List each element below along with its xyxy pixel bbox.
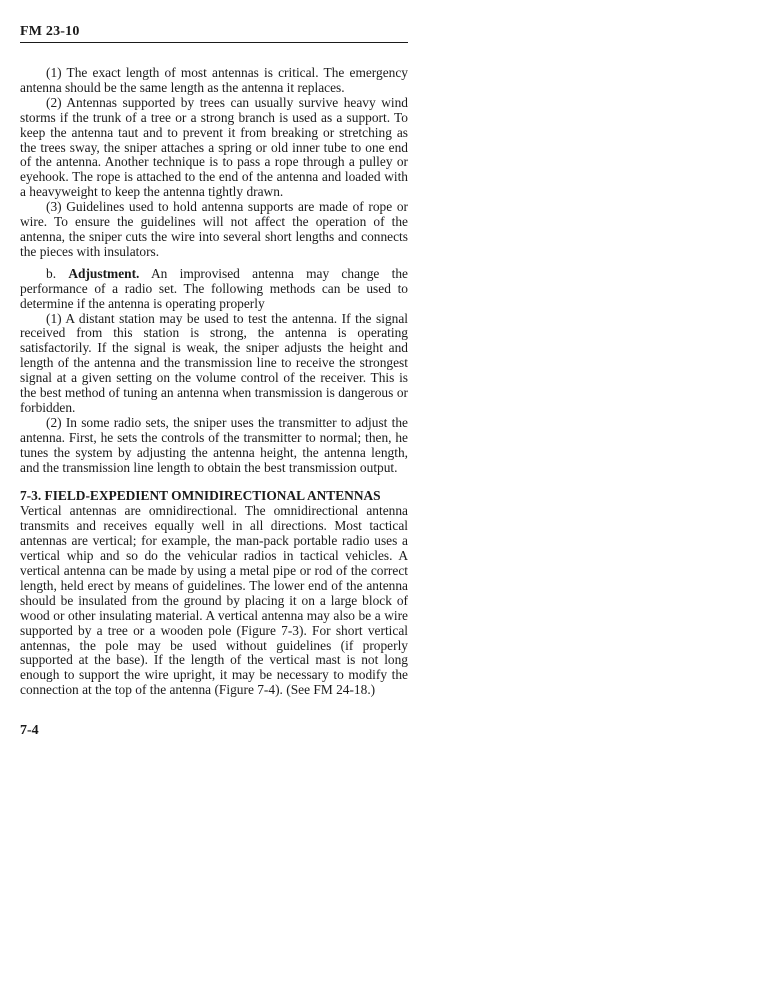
paragraph-guidelines: (3) Guidelines used to hold antenna supports are made of rope or wire. To ensure the guidelines will not affect the operation of the antenna, the sniper cuts the wire into several short lengths and connects the pieces with insulators.: [20, 199, 408, 259]
paragraph-antenna-length: (1) The exact length of most antennas is critical. The emergency antenna should be the same length as the antenna it replaces.: [20, 65, 408, 95]
paragraph-adjustment: [20, 267, 408, 312]
adjustment-text: An improvised antenna may change the performance of a radio set. The following methods can be used to determine if the antenna is operating properly: [20, 265, 408, 311]
page-header: [20, 22, 408, 43]
section-body: Vertical antennas are omnidirectional. The omnidirectional antenna transmits and receives equally well in all directions. Most tactical antennas are vertical; for example, the man-pack portable radio uses a vertical whip and so do the vehicular radios in tactical vehicles. A vertical antenna can be made by using a metal pipe or rod of the correct length, held erect by means of guidelines. The lower end of the antenna should be insulated from the ground by placing it on a large block of wood or other insulating material. A vertical antenna may also be a wire supported by a tree or a wooden pole (Figure 7-3). For short vertical antennas, the pole may be used without guidelines (if properly supported at the base). If the length of the vertical mast is not long enough to support the wire upright, it may be necessary to modify the connection at the top of the antenna (Figure 7-4). (See FM 24-18.): [20, 503, 408, 698]
page-content: [20, 66, 408, 698]
section-heading: 7-3. FIELD-EXPEDIENT OMNIDIRECTIONAL ANTENNAS: [20, 488, 381, 504]
page-number: 7-4: [20, 723, 39, 738]
paragraph-distant-station: (1) A distant station may be used to test the antenna. If the signal received from this station is strong, the antenna is operating satisfactorily. If the signal is weak, the sniper adjusts the height and length of the antenna and the transmission line to receive the strongest signal at a given setting on the volume control of the receiver. This is the best method of tuning an antenna when transmission is dangerous or forbidden.: [20, 310, 408, 415]
adjustment-lead: b.: [46, 265, 69, 281]
adjustment-heading: Adjustment.: [68, 265, 140, 281]
paragraph-tree-supports: (2) Antennas supported by trees can usually survive heavy wind storms if the trunk of a tree or a strong branch is used as a support. To keep the antenna taut and to prevent it from breaking or stretching as the trees sway, the sniper attaches a spring or old inner tube to one end of the antenna. Another technique is to pass a rope through a pulley or eyehook. The rope is attached to the end of the antenna and loaded with a heavyweight to keep the antenna tightly drawn.: [20, 94, 408, 200]
paragraph-transmitter-adjust: (2) In some radio sets, the sniper uses the transmitter to adjust the antenna. First, he sets the controls of the transmitter to normal; then, he tunes the system by adjusting the antenna height, the antenna length, and the transmission line length to obtain the best transmission output.: [20, 414, 408, 475]
manual-id-label: FM 23-10: [20, 24, 80, 39]
